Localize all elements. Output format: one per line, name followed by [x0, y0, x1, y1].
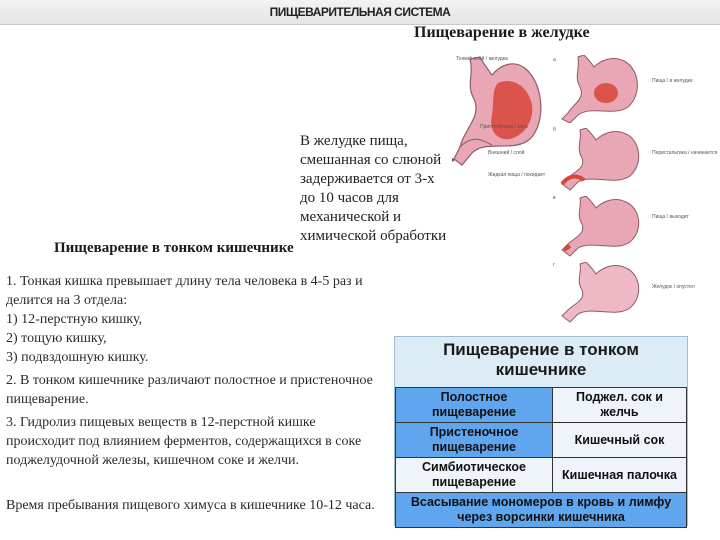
figure-caption: Пища / выходит	[652, 214, 689, 220]
panel-label: а	[553, 57, 556, 63]
stomach-text-line: до 10 часов для	[300, 190, 399, 206]
stomach-figure-b	[556, 55, 651, 123]
table-row	[396, 458, 687, 493]
figure-caption: Перистальтика / начинается	[652, 150, 718, 156]
panel-label: б	[553, 127, 556, 133]
figure-caption: Желудок / опустел	[652, 284, 695, 290]
list-item: происходит под влиянием ферментов, содержащихся в соке	[6, 434, 362, 449]
list-item: делится на 3 отдела:	[6, 293, 128, 308]
stomach-text	[300, 132, 460, 246]
list-item: пищеварение.	[6, 392, 89, 407]
table-footer-cell: Всасывание мономеров в кровь и лимфу через ворсинки кишечника	[396, 493, 687, 528]
stomach-figure-d	[556, 196, 651, 258]
list-item: поджелудочной железы, кишечном соке и желчи.	[6, 453, 299, 468]
stomach-text-line: смешанная со слюной	[300, 152, 442, 168]
page-title: ПИЩЕВАРИТЕЛЬНАЯ СИСТЕМА	[269, 5, 451, 19]
table-title	[395, 340, 687, 380]
table-row	[396, 493, 687, 528]
stomach-text-line: В желудке пища,	[300, 133, 408, 149]
table-title-line: Пищеварение в тонком	[443, 340, 639, 359]
list-item: 1) 12-перстную кишку,	[6, 312, 143, 327]
figure-caption: Жидкая пища / покидает	[488, 172, 546, 178]
table-cell: Поджел. сок и желчь	[553, 388, 687, 423]
stomach-text-line: задерживается от 3-х	[300, 171, 435, 187]
figure-caption: Тонкий слой / желудка	[456, 56, 508, 62]
stomach-text-line: механической и	[300, 209, 402, 225]
stomach-figure-e	[556, 262, 651, 324]
figure-caption: Пристеночная / зона	[480, 124, 528, 130]
table-cell: Кишечная палочка	[553, 458, 687, 493]
list-item: 3) подвздошную кишку.	[6, 350, 149, 365]
stomach-figure-c	[556, 128, 651, 194]
table-cell: Полостное пищеварение	[396, 388, 553, 423]
table-title-line: кишечнике	[495, 360, 587, 379]
table-cell: Кишечный сок	[553, 423, 687, 458]
intestine-list	[6, 272, 391, 470]
table-cell: Пристеночное пищеварение	[396, 423, 553, 458]
stomach-section-title: Пищеварение в желудке	[414, 24, 590, 41]
stomach-text-line: химической обработки	[300, 228, 447, 244]
panel-label: г	[553, 262, 555, 268]
list-item: 3. Гидролиз пищевых веществ в 12-перстной кишке	[6, 415, 316, 430]
list-item: 1. Тонкая кишка превышает длину тела человека в 4-5 раз и	[6, 274, 363, 289]
stomach-figure-main	[452, 55, 548, 180]
table-cell: Симбиотическое пищеварение	[396, 458, 553, 493]
intestine-section-title: Пищеварение в тонком кишечнике	[54, 240, 294, 256]
digestion-table	[394, 336, 688, 526]
list-item: 2. В тонком кишечнике различают полостное и пристеночное	[6, 373, 373, 388]
panel-label: в	[553, 195, 556, 201]
list-item: 2) тощую кишку,	[6, 331, 107, 346]
header-bar	[0, 0, 720, 25]
table-row	[396, 388, 687, 423]
chyme-time-text: Время пребывания пищевого химуса в кишечнике 10-12 часа.	[6, 498, 375, 513]
digestion-table-grid	[395, 387, 687, 528]
figure-caption: Пища / в желудке	[652, 78, 693, 84]
figure-caption: Внешний / слой	[488, 150, 525, 156]
table-row	[396, 423, 687, 458]
